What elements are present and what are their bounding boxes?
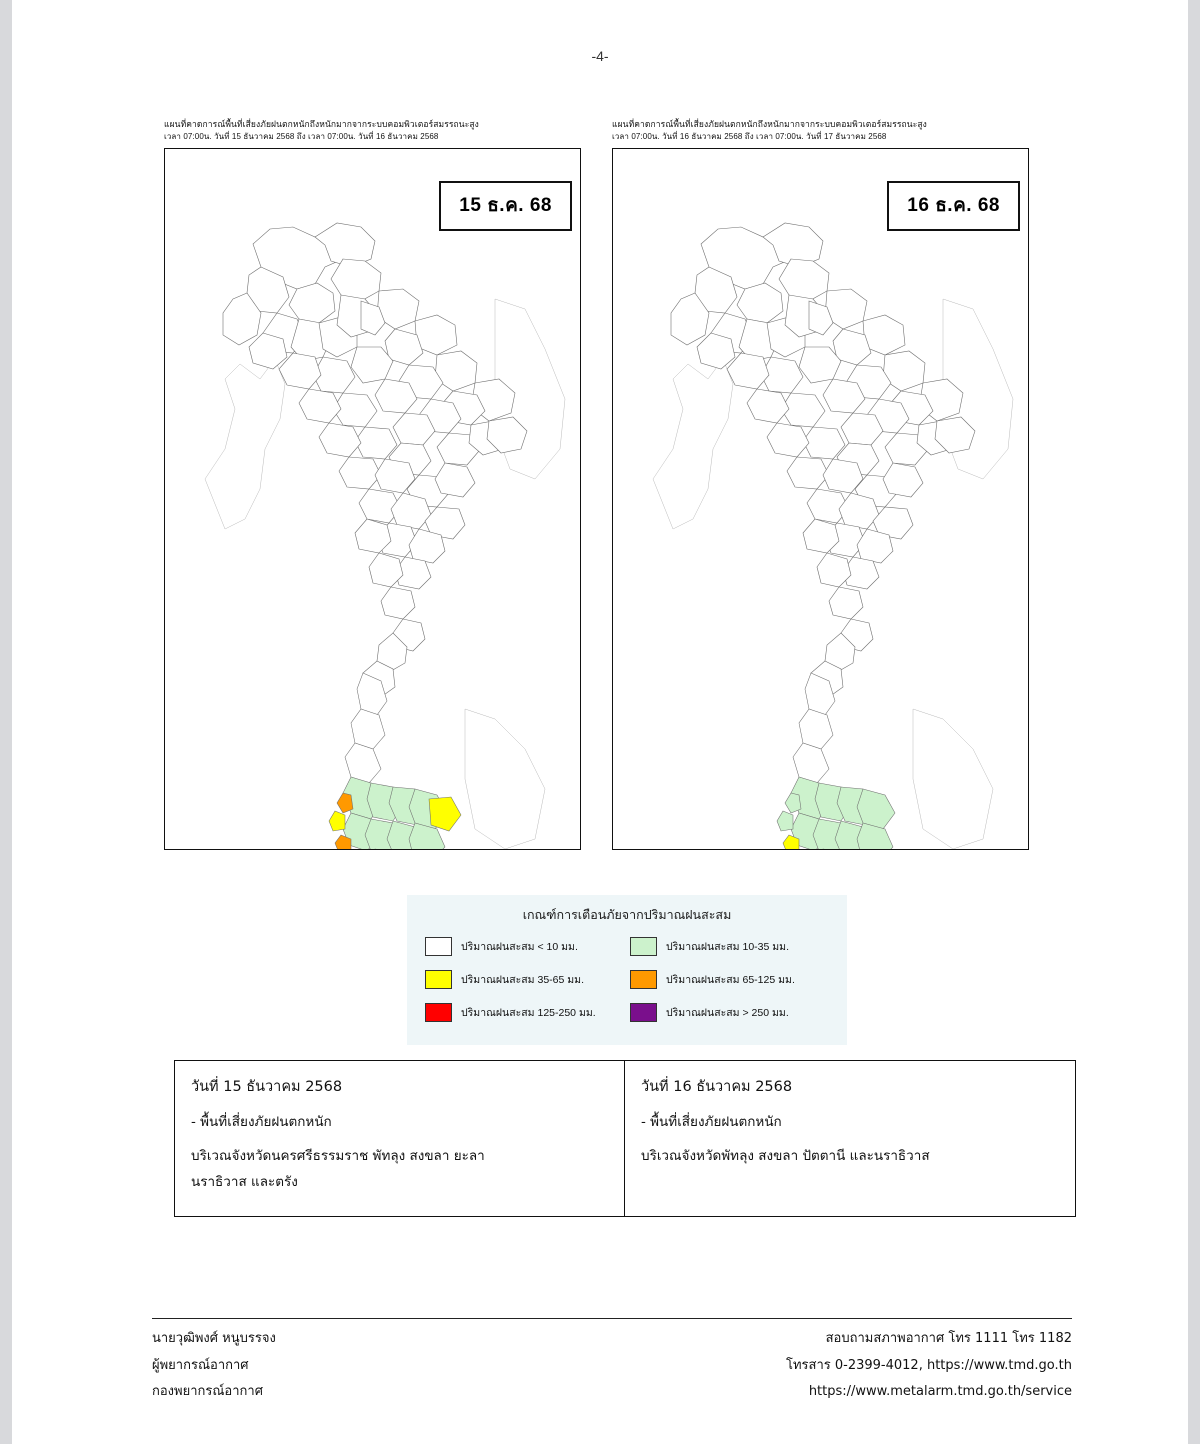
legend-grid bbox=[425, 937, 829, 1022]
risk-area-summary-table bbox=[174, 1060, 1076, 1217]
legend-swatch-gt250 bbox=[630, 1003, 657, 1022]
forecast-map-panel-15dec bbox=[164, 118, 579, 858]
legend-swatch-lt10 bbox=[425, 937, 452, 956]
map-caption-line2: เวลา 07:00น. วันที่ 15 ธันวาคม 2568 ถึง เวลา 07:00น. วันที่ 16 ธันวาคม 2568 bbox=[164, 132, 439, 142]
legend-item bbox=[630, 937, 829, 956]
contact-phone: สอบถามสภาพอากาศ โทร 1111 โทร 1182 bbox=[825, 1331, 1072, 1346]
legend-item bbox=[425, 937, 624, 956]
map-date-badge-16dec: 16 ธ.ค. 68 bbox=[887, 181, 1020, 231]
summary-date: วันที่ 16 ธันวาคม 2568 bbox=[641, 1079, 793, 1095]
legend-item bbox=[425, 970, 624, 989]
summary-column-15dec bbox=[175, 1061, 625, 1216]
legend-swatch-125-250 bbox=[425, 1003, 452, 1022]
legend-item bbox=[425, 1003, 624, 1022]
thailand-map-15dec bbox=[165, 149, 580, 849]
map-frame-16dec bbox=[612, 148, 1029, 850]
footer-divider bbox=[152, 1318, 1072, 1319]
document-page bbox=[12, 0, 1188, 1444]
summary-subtitle: - พื้นที่เสี่ยงภัยฝนตกหนัก bbox=[641, 1114, 782, 1130]
footer-right bbox=[786, 1326, 1072, 1406]
summary-date: วันที่ 15 ธันวาคม 2568 bbox=[191, 1079, 343, 1095]
page-number: -4- bbox=[591, 48, 609, 64]
forecaster-division: กองพยากรณ์อากาศ bbox=[152, 1384, 263, 1400]
service-url[interactable]: https://www.metalarm.tmd.go.th/service bbox=[808, 1384, 1072, 1400]
map-caption-line1: แผนที่คาดการณ์พื้นที่เสี่ยงภัยฝนตกหนักถึงหนักมากจากระบบคอมพิวเตอร์สมรรถนะสูง bbox=[164, 119, 479, 129]
legend-swatch-65-125 bbox=[630, 970, 657, 989]
legend-label: ปริมาณฝนสะสม 35-65 มม. bbox=[461, 974, 585, 986]
summary-line-1: บริเวณจังหวัดนครศรีธรรมราช พัทลุง สงขลา ยะลา bbox=[191, 1148, 485, 1164]
legend-title: เกณฑ์การเตือนภัยจากปริมาณฝนสะสม bbox=[522, 908, 732, 922]
legend-label: ปริมาณฝนสะสม < 10 มม. bbox=[461, 941, 578, 953]
legend-item bbox=[630, 1003, 829, 1022]
summary-line-1: บริเวณจังหวัดพัทลุง สงขลา ปัตตานี และนราธิวาส bbox=[641, 1148, 930, 1164]
map-caption-16dec bbox=[612, 118, 1027, 144]
forecaster-name: นายวุฒิพงศ์ หนูบรรจง bbox=[152, 1331, 276, 1346]
thailand-map-16dec bbox=[613, 149, 1028, 849]
contact-fax-website[interactable]: โทรสาร 0-2399-4012, https://www.tmd.go.th bbox=[786, 1357, 1072, 1373]
legend-swatch-10-35 bbox=[630, 937, 657, 956]
map-date-badge-15dec: 15 ธ.ค. 68 bbox=[439, 181, 572, 231]
summary-subtitle: - พื้นที่เสี่ยงภัยฝนตกหนัก bbox=[191, 1114, 332, 1130]
legend-label: ปริมาณฝนสะสม 10-35 มม. bbox=[666, 941, 790, 953]
legend-swatch-35-65 bbox=[425, 970, 452, 989]
summary-column-16dec bbox=[625, 1061, 1075, 1216]
footer-left bbox=[152, 1326, 276, 1406]
forecast-map-panel-16dec bbox=[612, 118, 1027, 858]
legend-label: ปริมาณฝนสะสม > 250 มม. bbox=[666, 1007, 789, 1019]
map-frame-15dec bbox=[164, 148, 581, 850]
map-caption-15dec bbox=[164, 118, 579, 144]
forecaster-role: ผู้พยากรณ์อากาศ bbox=[152, 1357, 249, 1373]
legend-label: ปริมาณฝนสะสม 65-125 มม. bbox=[666, 974, 795, 986]
rainfall-legend bbox=[407, 895, 847, 1045]
footer bbox=[152, 1326, 1072, 1406]
legend-item bbox=[630, 970, 829, 989]
map-caption-line1: แผนที่คาดการณ์พื้นที่เสี่ยงภัยฝนตกหนักถึงหนักมากจากระบบคอมพิวเตอร์สมรรถนะสูง bbox=[612, 119, 927, 129]
map-caption-line2: เวลา 07:00น. วันที่ 16 ธันวาคม 2568 ถึง เวลา 07:00น. วันที่ 17 ธันวาคม 2568 bbox=[612, 132, 887, 142]
summary-line-2: นราธิวาส และตรัง bbox=[191, 1173, 298, 1190]
legend-label: ปริมาณฝนสะสม 125-250 มม. bbox=[461, 1007, 596, 1019]
